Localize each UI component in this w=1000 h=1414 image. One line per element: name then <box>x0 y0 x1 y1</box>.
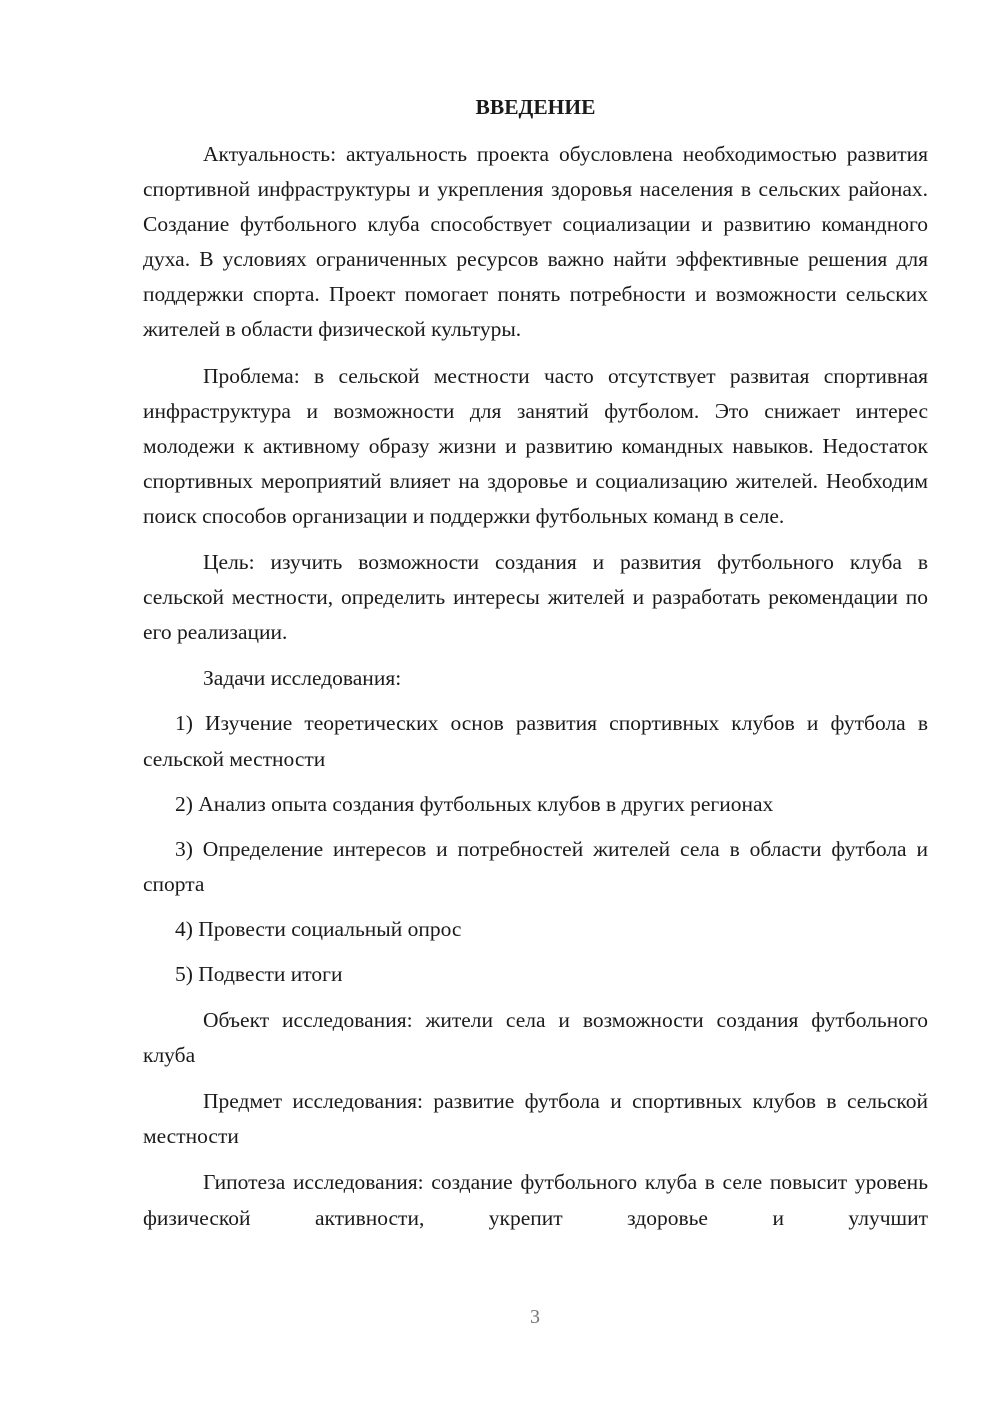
task-item-3: 3) Определение интересов и потребностей жителей села в области футбола и спорта <box>143 836 928 896</box>
object-paragraph: Объект исследования: жители села и возможности создания футбольного клуба <box>143 1008 928 1068</box>
relevance-paragraph: Актуальность: актуальность проекта обусловлена необходимостью развития спортивной инфраструктуры и укрепления здоровья населения в сельских районах. Создание футбольного клуба способствует социализации и развитию командного духа. В условиях ограниченных ресурсов важно найти эффективные решения для поддержки спорта. Проект помогает понять потребности и возможности сельских жителей в области физической культуры. <box>143 142 928 342</box>
subject-paragraph: Предмет исследования: развитие футбола и спортивных клубов в сельской местности <box>143 1089 928 1149</box>
problem-paragraph: Проблема: в сельской местности часто отсутствует развитая спортивная инфраструктура и возможности для занятий футболом. Это снижает интерес молодежи к активному образу жизни и развитию командных навыков. Недостаток спортивных мероприятий влияет на здоровье и социализацию жителей. Необходим поиск способов организации и поддержки футбольных команд в селе. <box>143 363 928 528</box>
task-item-4: 4) Провести социальный опрос <box>175 916 462 941</box>
task-item-5: 5) Подвести итоги <box>175 961 343 986</box>
hypothesis-paragraph: Гипотеза исследования: создание футбольного клуба в селе повысит уровень физической активности, укрепит здоровье и улучшит <box>143 1170 928 1230</box>
task-item-2: 2) Анализ опыта создания футбольных клубов в других регионах <box>175 791 774 816</box>
page-number: 3 <box>530 1306 540 1328</box>
section-title: ВВЕДЕНИЕ <box>475 95 596 119</box>
task-item-1: 1) Изучение теоретических основ развития спортивных клубов и футбола в сельской местности <box>143 711 928 771</box>
goal-paragraph: Цель: изучить возможности создания и развития футбольного клуба в сельской местности, определить интересы жителей и разработать рекомендации по его реализации. <box>143 550 928 645</box>
tasks-heading: Задачи исследования: <box>203 666 402 691</box>
document-page <box>143 90 928 1236</box>
